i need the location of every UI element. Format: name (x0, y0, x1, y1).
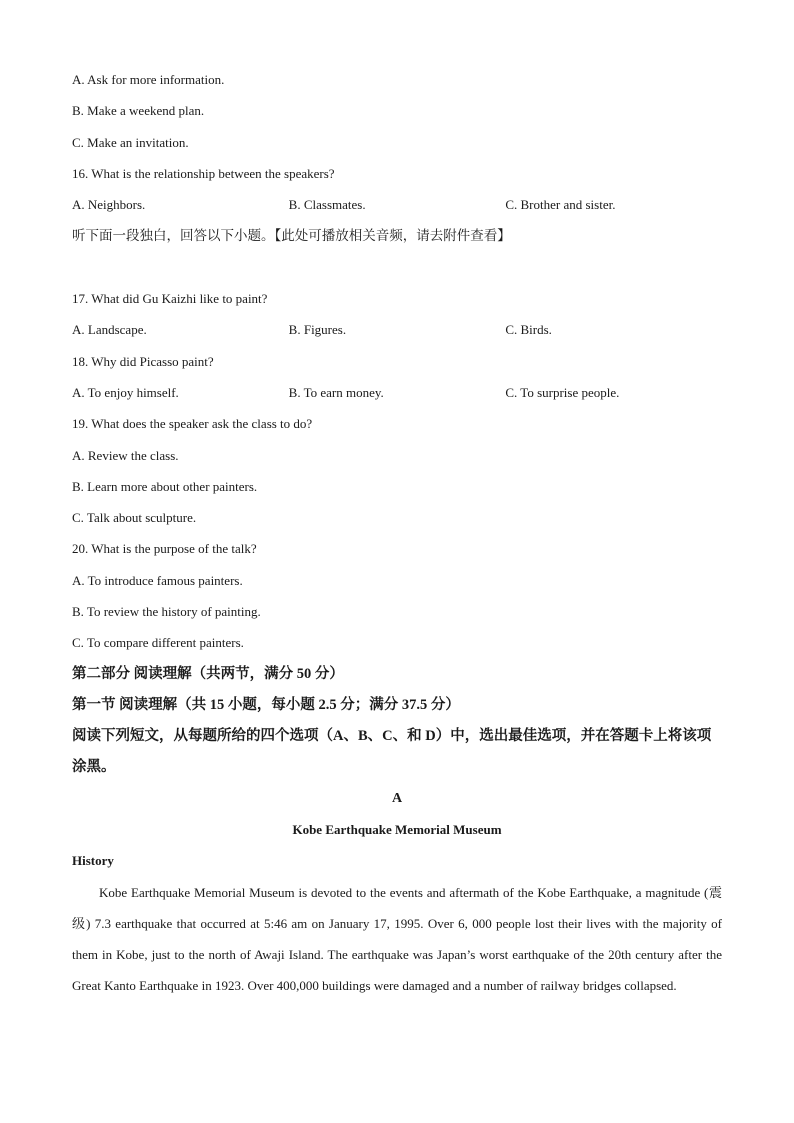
q18-question: 18. Why did Picasso paint? (72, 353, 214, 369)
q17-option-b: B. Figures. (288, 322, 347, 338)
q20-option-b: B. To review the history of painting. (72, 604, 261, 620)
q19-option-a: A. Review the class. (72, 447, 179, 463)
spacer (72, 252, 722, 283)
q17-option-c: C. Birds. (505, 322, 552, 338)
q19-question: 19. What does the speaker ask the class to do? (72, 416, 313, 432)
q17-option-a: A. Landscape. (72, 322, 147, 338)
q18-option-b: B. To earn money. (288, 384, 384, 400)
q16-question: 16. What is the relationship between the speakers? (72, 165, 335, 181)
q15-option-c: C. Make an invitation. (72, 134, 189, 150)
q15-option-b: B. Make a weekend plan. (72, 103, 205, 119)
part2-heading: 第二部分 阅读理解（共两节，满分 50 分） (72, 665, 344, 682)
reading-instructions: 阅读下列短文，从每题所给的四个选项（A、B、C、和 D）中，选出最佳选项，并在答题卡上将该项涂黑。 (72, 727, 712, 775)
q15-option-a: A. Ask for more information. (72, 72, 225, 87)
q17-question: 17. What did Gu Kaizhi like to paint? (72, 291, 268, 307)
q20-question: 20. What is the purpose of the talk? (72, 541, 257, 557)
q20-option-c: C. To compare different painters. (72, 635, 244, 651)
q19-option-b: B. Learn more about other painters. (72, 478, 258, 494)
q16-option-a: A. Neighbors. (72, 197, 146, 213)
monologue-intro: 听下面一段独白，回答以下小题。【此处可播放相关音频，请去附件查看】 (72, 228, 511, 244)
section1-heading: 第一节 阅读理解（共 15 小题，每小题 2.5 分；满分 37.5 分） (72, 696, 460, 713)
q16-option-c: C. Brother and sister. (505, 197, 616, 213)
q19-option-c: C. Talk about sculpture. (72, 510, 197, 526)
q20-option-a: A. To introduce famous painters. (72, 572, 243, 588)
section-heading-history: History (72, 853, 114, 869)
passage-title: Kobe Earthquake Memorial Museum (292, 821, 502, 837)
q16-option-b: B. Classmates. (288, 197, 366, 213)
passage-letter: A (391, 790, 403, 806)
q18-options (72, 377, 722, 408)
exam-page (72, 64, 722, 1002)
history-paragraph: Kobe Earthquake Memorial Museum is devoted to the events and aftermath of the Kobe Earthquake, a magnitude (震级) 7.3 earthquake that occurred at 5:46 am on January 17, 1995. Over 6, 000 people lost their lives with the majority of them in Kobe, just to the north of Awaji Island. The earthquake was Japan’s worst earthquake of the 20th century after the Great Kanto Earthquake in 1923. Over 400,000 buildings were damaged and a number of railway bridges collapsed. (72, 884, 722, 994)
q17-options (72, 314, 722, 345)
q18-option-a: A. To enjoy himself. (72, 384, 179, 400)
q18-option-c: C. To surprise people. (505, 384, 620, 400)
q16-options (72, 189, 722, 220)
